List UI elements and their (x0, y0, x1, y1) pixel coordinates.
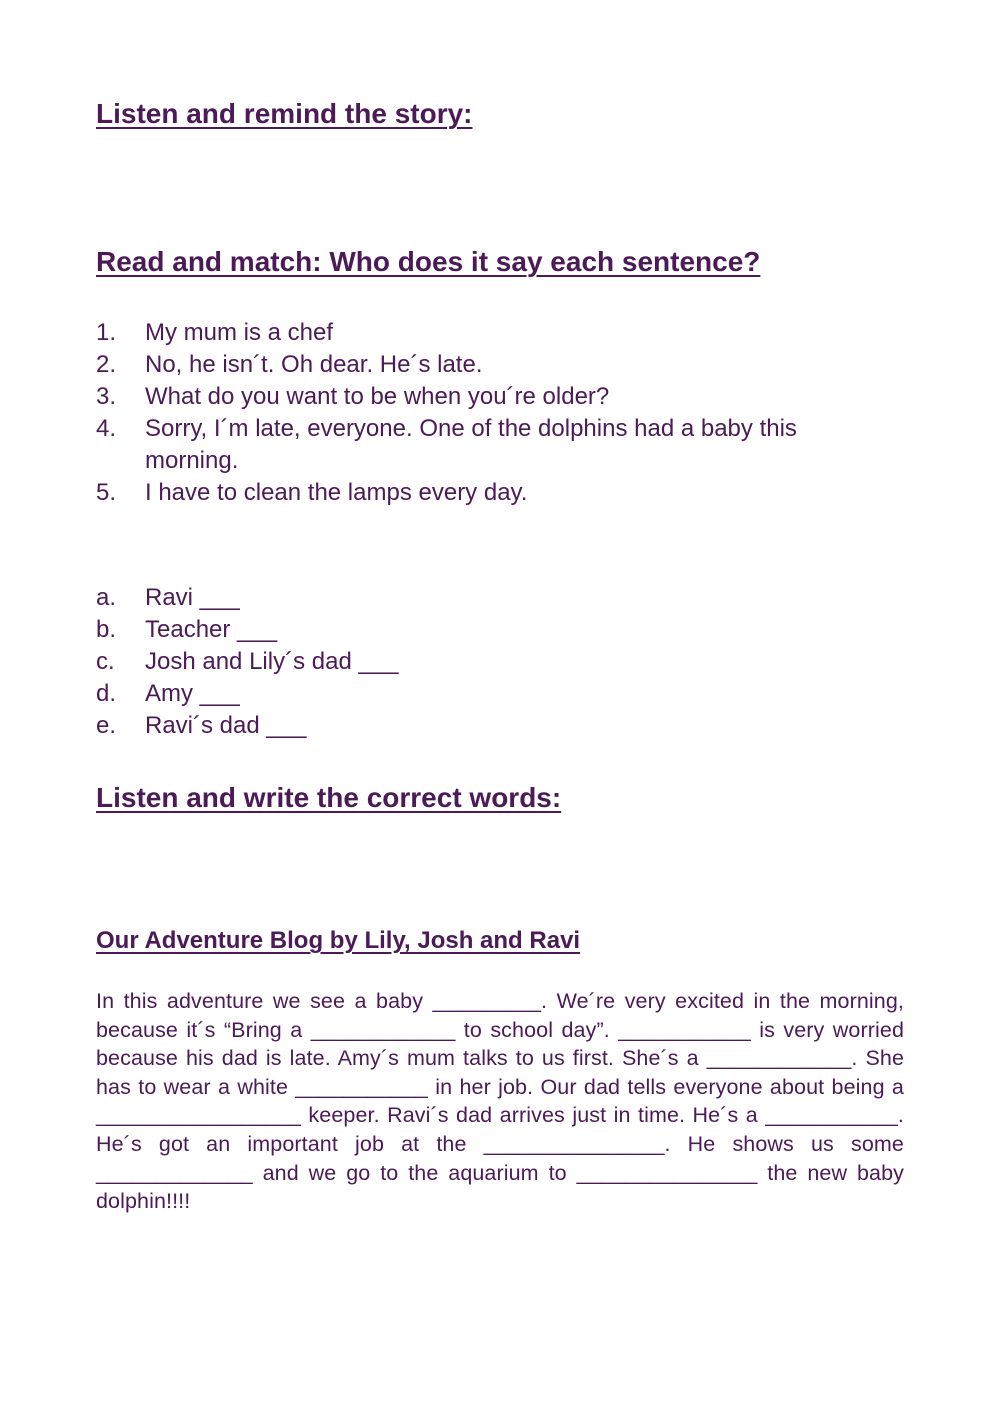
speaker-text: Ravi ___ (145, 584, 240, 611)
list-item (96, 413, 896, 477)
speaker-text: Ravi´s dad ___ (145, 712, 307, 739)
sentence-text: I have to clean the lamps every day. (145, 479, 528, 506)
speaker-text: Josh and Lily´s dad ___ (145, 648, 399, 675)
list-marker: e. (96, 712, 117, 739)
list-marker: c. (96, 648, 115, 675)
list-marker: 1. (96, 319, 117, 346)
sentence-text: My mum is a chef (145, 319, 334, 346)
list-marker: 3. (96, 383, 117, 410)
list-item (96, 646, 896, 678)
sentence-text: Sorry, I´m late, everyone. One of the dolphins had a baby this morning. (145, 415, 797, 474)
list-marker: b. (96, 616, 117, 643)
heading-read-match: Read and match: Who does it say each sentence? (96, 246, 761, 277)
list-marker: 5. (96, 479, 117, 506)
speaker-text: Teacher ___ (145, 616, 278, 643)
list-item (96, 678, 896, 710)
heading-listen-write: Listen and write the correct words: (96, 782, 562, 813)
sentence-text: No, he isn´t. Oh dear. He´s late. (145, 351, 483, 378)
list-marker: 4. (96, 415, 117, 442)
list-item (96, 317, 896, 349)
list-marker: a. (96, 584, 117, 611)
list-item (96, 381, 896, 413)
sentence-text: What do you want to be when you´re older? (145, 383, 610, 410)
sentence-list (96, 317, 896, 509)
list-item (96, 614, 896, 646)
blog-title: Our Adventure Blog by Lily, Josh and Ravi (96, 927, 581, 954)
blog-paragraph: In this adventure we see a baby _________. We´re very excited in the morning, because it´s “Bring a ____________ to school day”. ___________ is very worried because his dad is late. Amy´s mum talks to us first. She´s a ____________. She has to wear a white ___________ in her job. Our dad tells everyone about being a _________________ keeper. Ravi´s dad arrives just in time. He´s a ___________. He´s got an important job at the _______________. He shows us some _____________ and we go to the aquarium to _______________ the new baby dolphin!!!! (96, 989, 904, 1214)
list-item (96, 582, 896, 614)
list-item (96, 710, 896, 742)
list-marker: 2. (96, 351, 117, 378)
list-item (96, 477, 896, 509)
heading-listen-remind: Listen and remind the story: (96, 98, 473, 129)
list-marker: d. (96, 680, 117, 707)
speaker-list (96, 582, 896, 742)
speaker-text: Amy ___ (145, 680, 240, 707)
list-item (96, 349, 896, 381)
